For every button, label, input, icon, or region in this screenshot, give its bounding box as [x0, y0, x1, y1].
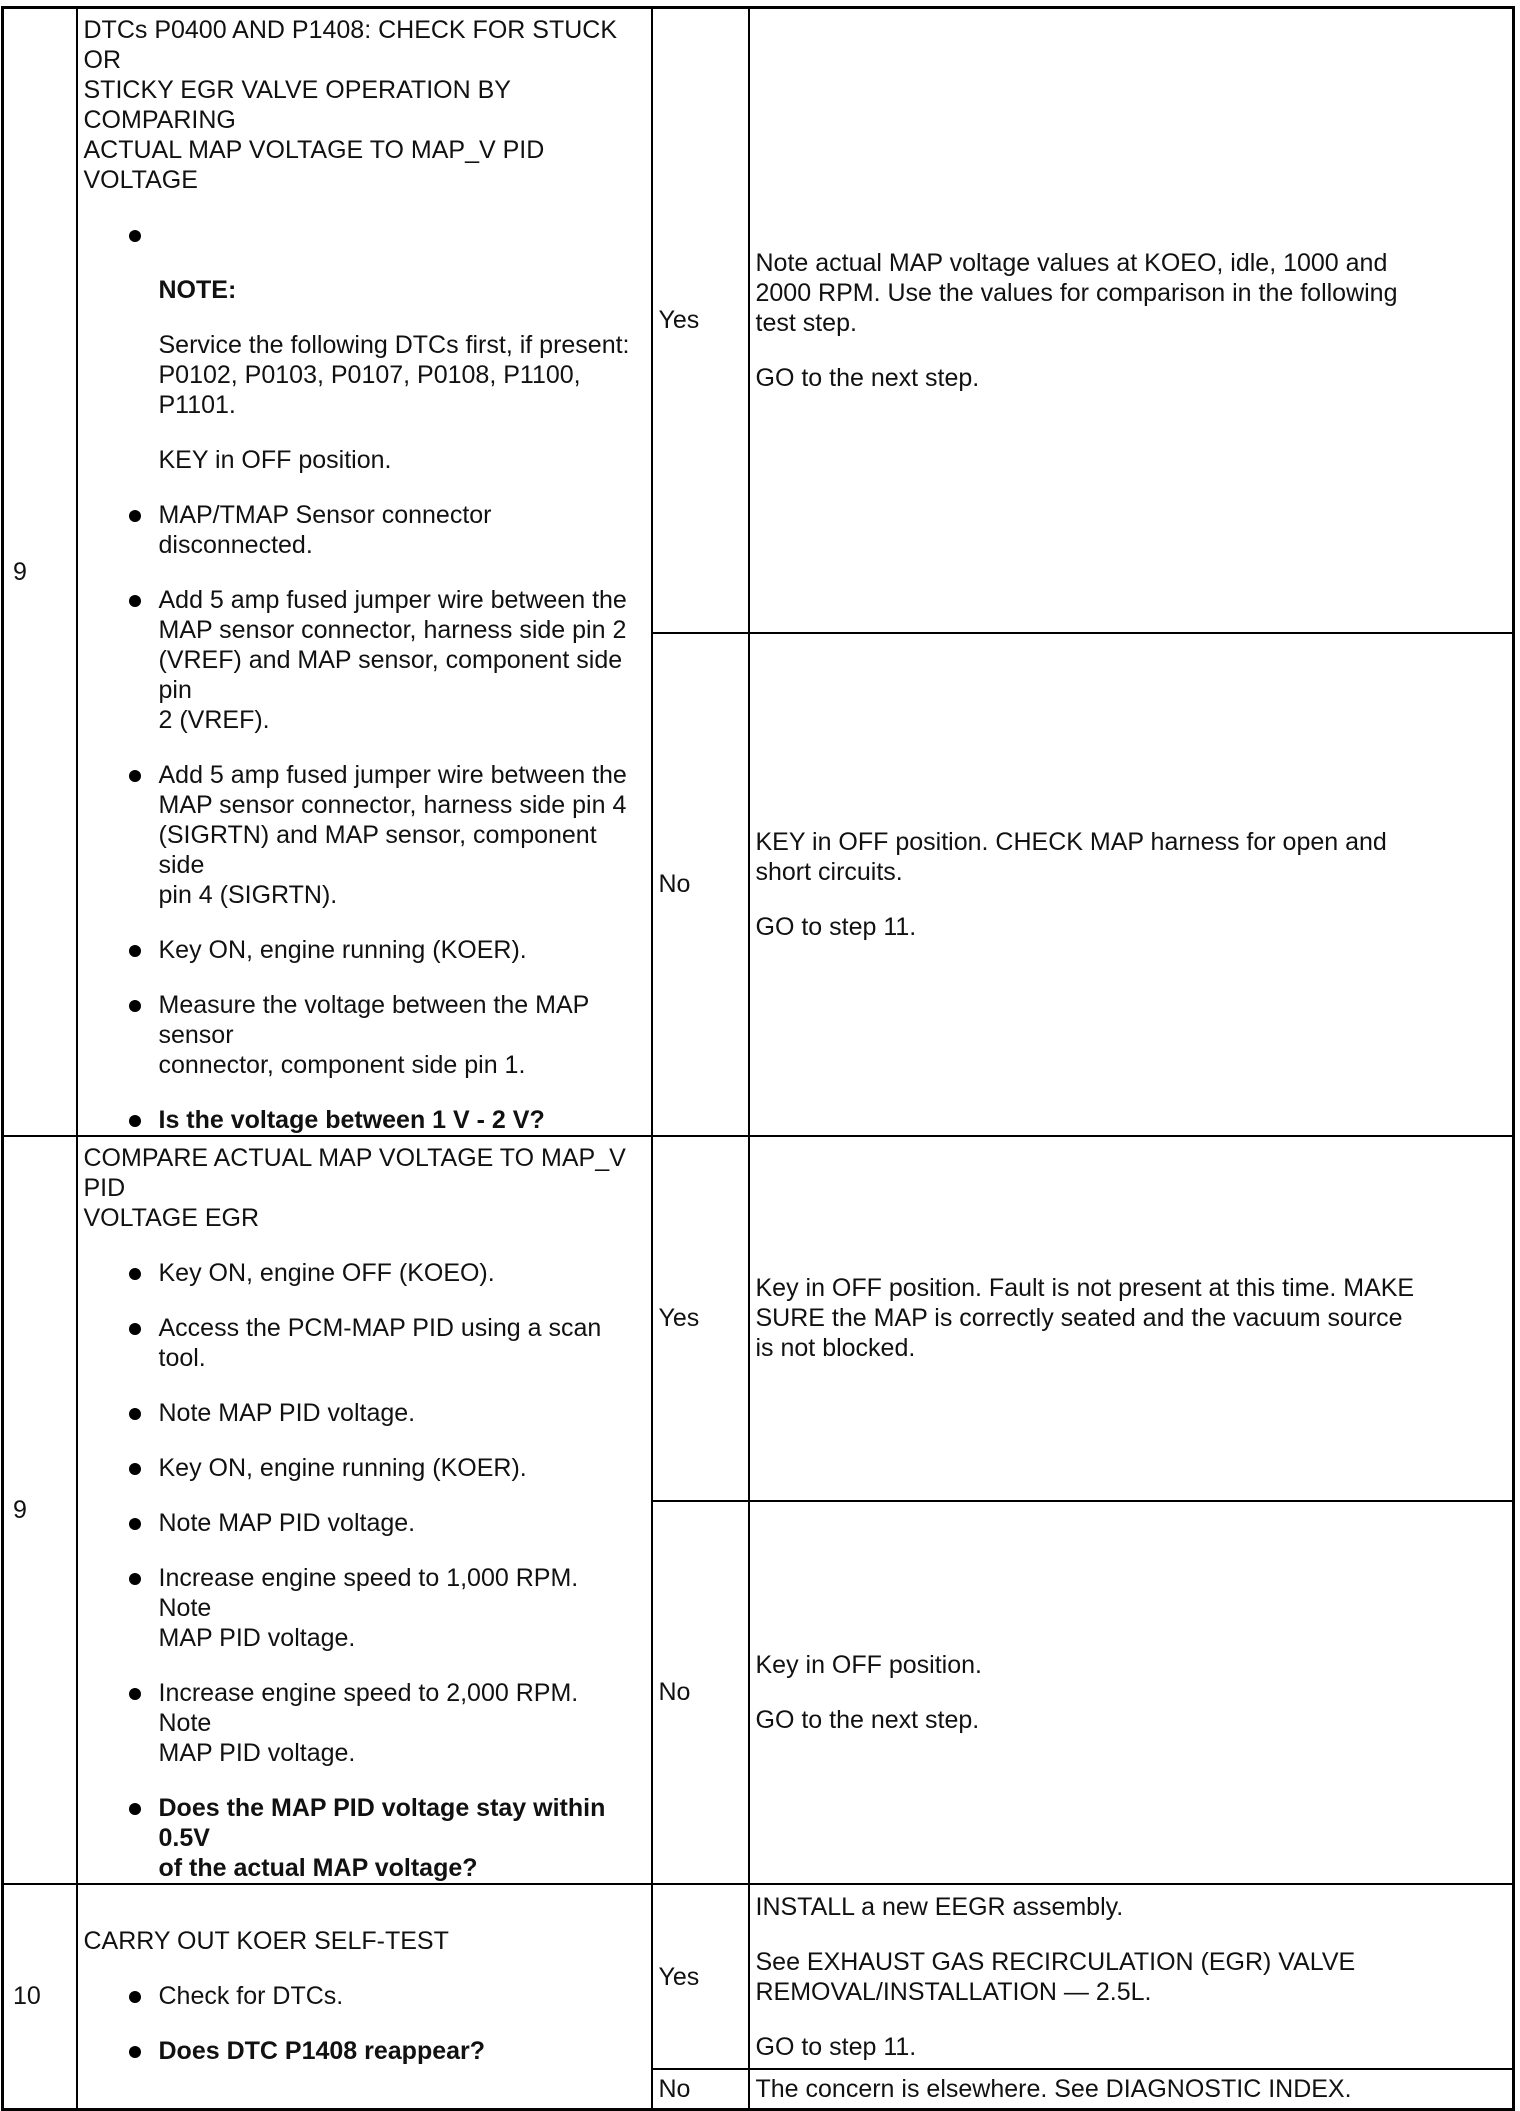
list-item: Add 5 amp fused jumper wire between the MAP sensor connector, harness side pin 4 (SIGRTN) and MAP sensor, component side pin 4 (SIGRTN). [84, 760, 631, 910]
step-number: 10 [3, 1884, 77, 2109]
action-no: Key in OFF position. GO to the next step. [749, 1501, 1514, 1884]
test-step-cell [77, 1884, 652, 2109]
note-block: NOTE: Service the following DTCs first, if present: P0102, P0103, P0107, P0108, P1100, P1101. KEY in OFF position. [158, 276, 630, 474]
diagnostic-table [1, 6, 1515, 2111]
list-item: Key ON, engine running (KOER). [84, 1453, 631, 1483]
list-item: Check for DTCs. [84, 1981, 631, 2011]
answer-yes: Yes [652, 8, 749, 633]
list-item: Access the PCM-MAP PID using a scan tool. [84, 1313, 631, 1373]
answer-yes: Yes [652, 1884, 749, 2069]
list-item: Note MAP PID voltage. [84, 1398, 631, 1428]
list-item: Key ON, engine OFF (KOEO). [84, 1258, 631, 1288]
bullet-list [84, 1258, 631, 1883]
list-item: Increase engine speed to 1,000 RPM. Note MAP PID voltage. [84, 1563, 631, 1653]
question-item: Does DTC P1408 reappear? [84, 2036, 631, 2066]
list-item: Add 5 amp fused jumper wire between the MAP sensor connector, harness side pin 2 (VREF) and MAP sensor, component side pin 2 (VREF). [84, 585, 631, 735]
table-row [3, 1136, 1514, 1501]
question-item: Does the MAP PID voltage stay within 0.5V of the actual MAP voltage? [84, 1793, 631, 1883]
action-no: The concern is elsewhere. See DIAGNOSTIC INDEX. [749, 2069, 1514, 2109]
list-item: Increase engine speed to 2,000 RPM. Note MAP PID voltage. [84, 1678, 631, 1768]
action-no: KEY in OFF position. CHECK MAP harness for open and short circuits. GO to step 11. [749, 633, 1514, 1136]
step-number: 9 [3, 8, 77, 1137]
answer-no: No [652, 633, 749, 1136]
answer-no: No [652, 2069, 749, 2109]
list-item: Key ON, engine running (KOER). [84, 935, 631, 965]
table-row [3, 8, 1514, 633]
list-item [84, 220, 631, 475]
step-heading: DTCs P0400 AND P1408: CHECK FOR STUCK OR STICKY EGR VALVE OPERATION BY COMPARING ACTUAL MAP VOLTAGE TO MAP_V PID VOLTAGE [83, 16, 617, 194]
list-item: Measure the voltage between the MAP sensor connector, component side pin 1. [84, 990, 631, 1080]
list-item: Note MAP PID voltage. [84, 1508, 631, 1538]
answer-no: No [652, 1501, 749, 1884]
action-yes: Note actual MAP voltage values at KOEO, idle, 1000 and 2000 RPM. Use the values for comparison in the following test step. GO to the next step. [749, 8, 1514, 633]
list-item: MAP/TMAP Sensor connector disconnected. [84, 500, 631, 560]
bullet-list [84, 220, 631, 1135]
step-number: 9 [3, 1136, 77, 1884]
bullet-list [84, 1981, 631, 2066]
action-yes: Key in OFF position. Fault is not present at this time. MAKE SURE the MAP is correctly seated and the vacuum source is not blocked. [749, 1136, 1514, 1501]
test-step-cell [77, 1136, 652, 1884]
answer-yes: Yes [652, 1136, 749, 1501]
step-heading: CARRY OUT KOER SELF-TEST [83, 1927, 449, 1956]
action-yes: INSTALL a new EEGR assembly. See EXHAUST GAS RECIRCULATION (EGR) VALVE REMOVAL/INSTALLATION — 2.5L. GO to step 11. [749, 1884, 1514, 2069]
table-row [3, 1884, 1514, 2069]
question-item: Is the voltage between 1 V - 2 V? [84, 1105, 631, 1135]
step-heading: COMPARE ACTUAL MAP VOLTAGE TO MAP_V PID VOLTAGE EGR [83, 1144, 626, 1232]
test-step-cell [77, 8, 652, 1137]
